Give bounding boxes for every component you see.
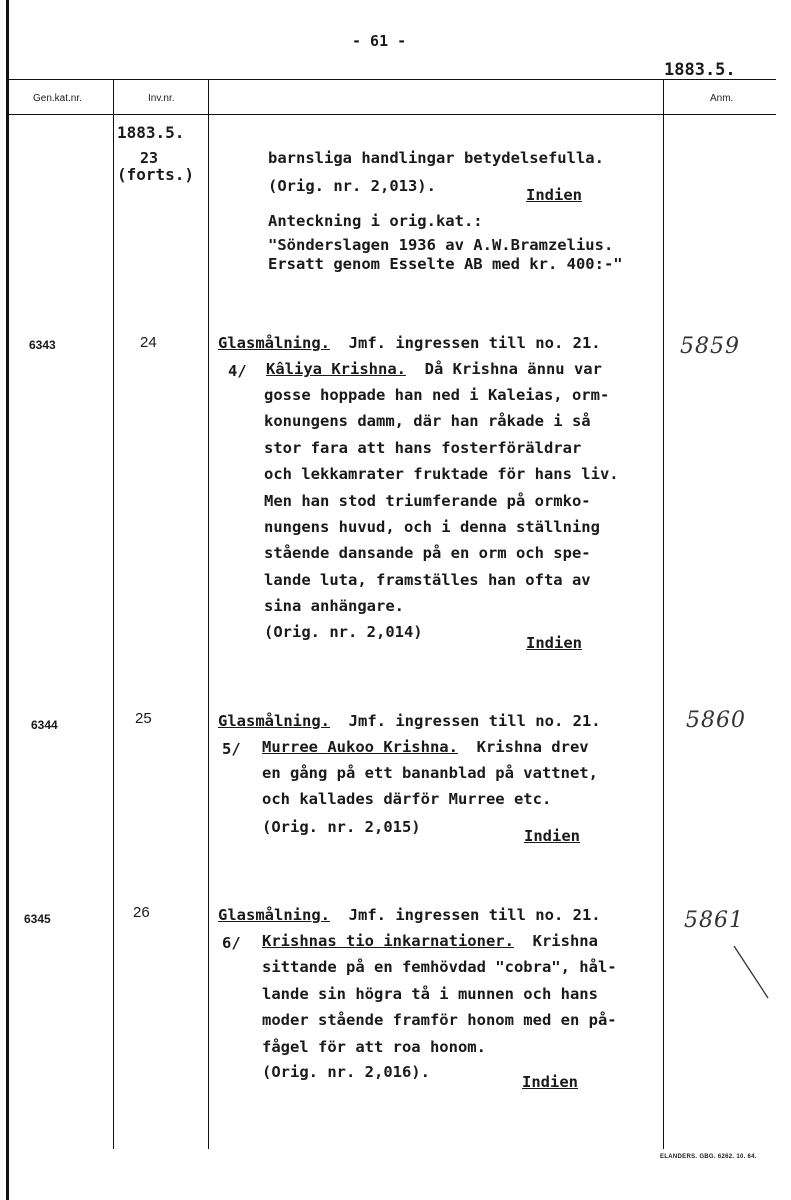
entry-text-line: sina anhängare. (264, 597, 404, 615)
entry-text-line: en gång på ett bananblad på vattnet, (262, 764, 598, 782)
entry-text-line: (Orig. nr. 2,015) (262, 818, 421, 836)
gen-kat-number: 6344 (31, 718, 58, 732)
entry-title: Kâliya Krishna. (266, 360, 406, 378)
entry-heading (218, 712, 601, 730)
page-number: - 61 - (352, 32, 407, 50)
left-margin-rule (6, 0, 9, 1200)
inv-number: 24 (140, 334, 157, 351)
entry-text-line: och kallades därför Murree etc. (262, 790, 552, 808)
entry-heading-ref: Jmf. ingressen till no. 21. (348, 906, 601, 924)
text-column-rule (208, 79, 209, 1149)
continuation-inv-number: 23 (140, 149, 159, 167)
entry-title-rest: Krishna drev (476, 738, 589, 756)
entry-heading-ref: Jmf. ingressen till no. 21. (348, 712, 601, 730)
entry-sub-number: 5/ (222, 740, 241, 758)
entry-title-rest: Då Krishna ännu var (424, 360, 602, 378)
gen-kat-number: 6345 (24, 912, 51, 926)
entry-text-line: lande sin högra tå i munnen och hans (262, 985, 598, 1003)
column-header-gen: Gen.kat.nr. (33, 93, 82, 104)
continuation-inv-prefix: 1883.5. (117, 123, 185, 142)
continuation-place: Indien (526, 186, 582, 204)
entry-heading-word: Glasmålning. (218, 906, 330, 924)
entry-text-line: stående dansande på en orm och spe- (264, 544, 591, 562)
continuation-line: "Sönderslagen 1936 av A.W.Bramzelius. (268, 236, 614, 254)
header-top-rule (6, 79, 776, 80)
entry-text-line: konungens damm, där han råkade i så (264, 412, 591, 430)
entry-place: Indien (526, 634, 582, 652)
entry-text-line: moder stående framför honom med en på- (262, 1011, 617, 1029)
entry-title-line (266, 360, 602, 378)
entry-title-rest: Krishna (532, 932, 598, 950)
continuation-line: (Orig. nr. 2,013). (268, 177, 436, 195)
entry-title: Murree Aukoo Krishna. (262, 738, 458, 756)
entry-text-line: gosse hoppade han ned i Kaleias, orm- (264, 386, 610, 404)
entry-sub-number: 4/ (228, 362, 247, 380)
entry-title-line (262, 932, 598, 950)
inv-column-rule (113, 79, 114, 1149)
continuation-inv-note: (forts.) (117, 165, 195, 184)
entry-text-line: Men han stod triumferande på ormko- (264, 492, 591, 510)
entry-place: Indien (524, 827, 580, 845)
entry-place: Indien (522, 1073, 578, 1091)
anm-note: 5860 (686, 708, 746, 733)
entry-heading (218, 334, 601, 352)
anm-note: 5861 (684, 908, 744, 933)
entry-text-line: nungens huvud, och i denna ställning (264, 518, 600, 536)
anm-note: 5859 (680, 334, 740, 359)
entry-heading-word: Glasmålning. (218, 334, 330, 352)
entry-text-line: (Orig. nr. 2,014) (264, 623, 423, 641)
pencil-stroke-mark (732, 944, 772, 1004)
inv-number: 25 (135, 710, 152, 727)
running-head: 1883.5. (664, 60, 736, 80)
gen-kat-number: 6343 (29, 338, 56, 352)
entry-text-line: fågel för att roa honom. (262, 1038, 486, 1056)
entry-text-line: stor fara att hans fosterföräldrar (264, 439, 582, 457)
entry-text-line: sittande på en femhövdad "cobra", hål- (262, 958, 617, 976)
entry-title: Krishnas tio inkarnationer. (262, 932, 514, 950)
column-header-anm: Anm. (710, 93, 734, 104)
continuation-line: barnsliga handlingar betydelsefulla. (268, 149, 604, 167)
entry-text-line: och lekkamrater fruktade för hans liv. (264, 465, 619, 483)
column-header-inv: Inv.nr. (148, 93, 175, 104)
continuation-line: Ersatt genom Esselte AB med kr. 400:-" (268, 255, 623, 273)
header-bottom-rule (6, 114, 776, 115)
entry-heading-ref: Jmf. ingressen till no. 21. (348, 334, 601, 352)
entry-sub-number: 6/ (222, 934, 241, 952)
entry-heading-word: Glasmålning. (218, 712, 330, 730)
entry-title-line (262, 738, 589, 756)
entry-text-line: (Orig. nr. 2,016). (262, 1063, 430, 1081)
continuation-line: Anteckning i orig.kat.: (268, 212, 483, 230)
printer-mark: ELANDERS. GBG. 6262. 10. 64. (660, 1154, 757, 1160)
anm-column-rule (663, 79, 664, 1149)
entry-text-line: lande luta, framställes han ofta av (264, 571, 591, 589)
entry-heading (218, 906, 601, 924)
inv-number: 26 (133, 904, 150, 921)
